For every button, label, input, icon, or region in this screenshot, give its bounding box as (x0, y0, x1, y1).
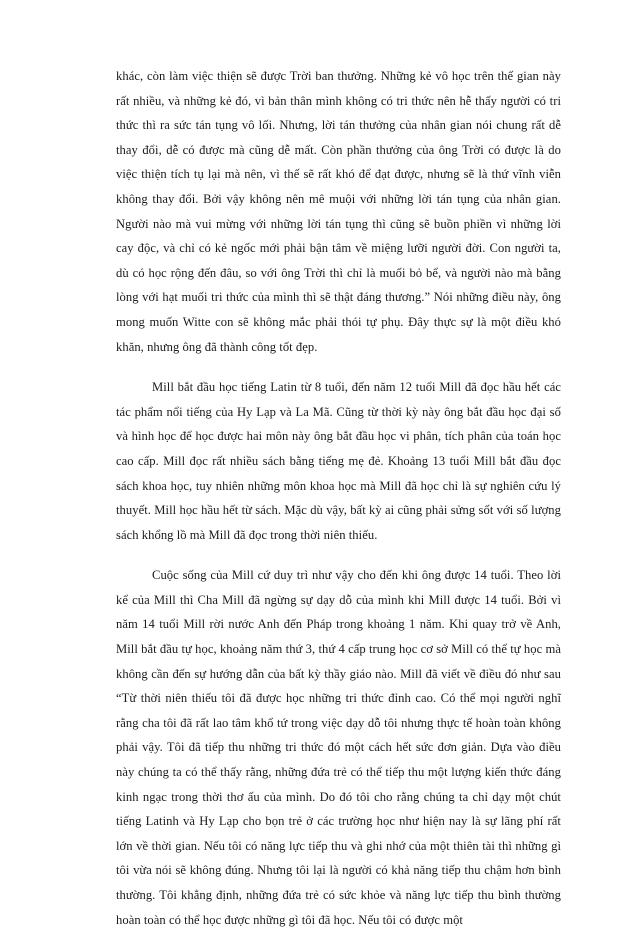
paragraph-3: Cuộc sống của Mill cứ duy trì như vậy cho đến khi ông được 14 tuổi. Theo lời kể của Mill thì Cha Mill đã ngừng sự dạy dỗ của mình khi Mill được 14 tuổi. Bởi vì năm 14 tuổi Mill rời nước Anh đến Pháp trong khoảng 1 năm. Khi quay trở về Anh, Mill bắt đầu tự học, khoảng năm thứ 3, thứ 4 cấp trung học cơ sở Mill có thể tự học mà không cần đến sự hướng dẫn của bất kỳ thầy giáo nào. Mill đã viết về điều đó như sau “Từ thời niên thiếu tôi đã được học những tri thức đỉnh cao. Có thể mọi người nghĩ rằng cha tôi đã rất lao tâm khổ tứ trong việc dạy dỗ tôi nhưng thực tế hoàn toàn không phải vậy. Tôi đã tiếp thu những tri thức đó một cách hết sức đơn giản. Dựa vào điều này chúng ta có thể thấy rằng, những đứa trẻ có thể tiếp thu một lượng kiến thức đáng kinh ngạc trong thời thơ ấu của mình. Do đó tôi cho rằng chúng ta chỉ dạy một chút tiếng Latinh và Hy Lạp cho bọn trẻ ở các trường học như hiện nay là sự lãng phí rất lớn về thời gian. Nếu tôi có năng lực tiếp thu và ghi nhớ của một thiên tài thì những gì tôi vừa nói sẽ không đúng. Nhưng tôi lại là người có khả năng tiếp thu chậm hơn bình thường. Tôi khẳng định, những đứa trẻ có sức khỏe và năng lực tiếp thu bình thường hoàn toàn có thể học được những gì tôi đã học. Nếu tôi có được một (116, 568, 561, 927)
paragraph-1: khác, còn làm việc thiện sẽ được Trời ban thưởng. Những kẻ vô học trên thế gian này rất nhiều, và những kẻ đó, vì bản thân mình không có tri thức nên hễ thấy người có tri thức thì ra sức tán tụng vô lối. Nhưng, lời tán thưởng của nhân gian nói chung rất dễ thay đổi, dễ có được mà cũng dễ mất. Còn phần thưởng của ông Trời có được là do việc thiện tích tụ lại mà nên, vì thế sẽ rất khó để đạt được, nhưng sẽ là thứ vĩnh viễn không thay đổi. Bởi vậy không nên mê muội với những lời tán tụng của nhân gian. Người nào mà vui mừng với những lời tán tụng thì cũng sẽ buồn phiền vì những lời cay độc, và chỉ có kẻ ngốc mới phải bận tâm về miệng lưỡi người đời. Con người ta, dù có học rộng đến đâu, so với ông Trời thì chỉ là muối bỏ bể, và người nào mà bằng lòng với hạt muối tri thức của mình thì sẽ thật đáng thương.” Nói những điều này, ông mong muốn Witte con sẽ không mắc phải thói tự phụ. Đây thực sự là một điều khó khăn, nhưng ông đã thành công tốt đẹp. (116, 69, 561, 354)
paragraph-2: Mill bắt đầu học tiếng Latin từ 8 tuổi, đến năm 12 tuổi Mill đã đọc hầu hết các tác phẩm nổi tiếng của Hy Lạp và La Mã. Cũng từ thời kỳ này ông bắt đầu học đại số và hình học để học được hai môn này ông bắt đầu học vi phân, tích phân của toán học cao cấp. Mill đọc rất nhiều sách bằng tiếng mẹ đẻ. Khoảng 13 tuổi Mill bắt đầu đọc sách khoa học, tuy nhiên những môn khoa học mà Mill đã học chỉ là sự nghiên cứu lý thuyết. Mill học hầu hết từ sách. Mặc dù vậy, bất kỳ ai cũng phải sửng sốt với số lượng sách khổng lồ mà Mill đã đọc trong thời niên thiếu. (116, 380, 561, 542)
